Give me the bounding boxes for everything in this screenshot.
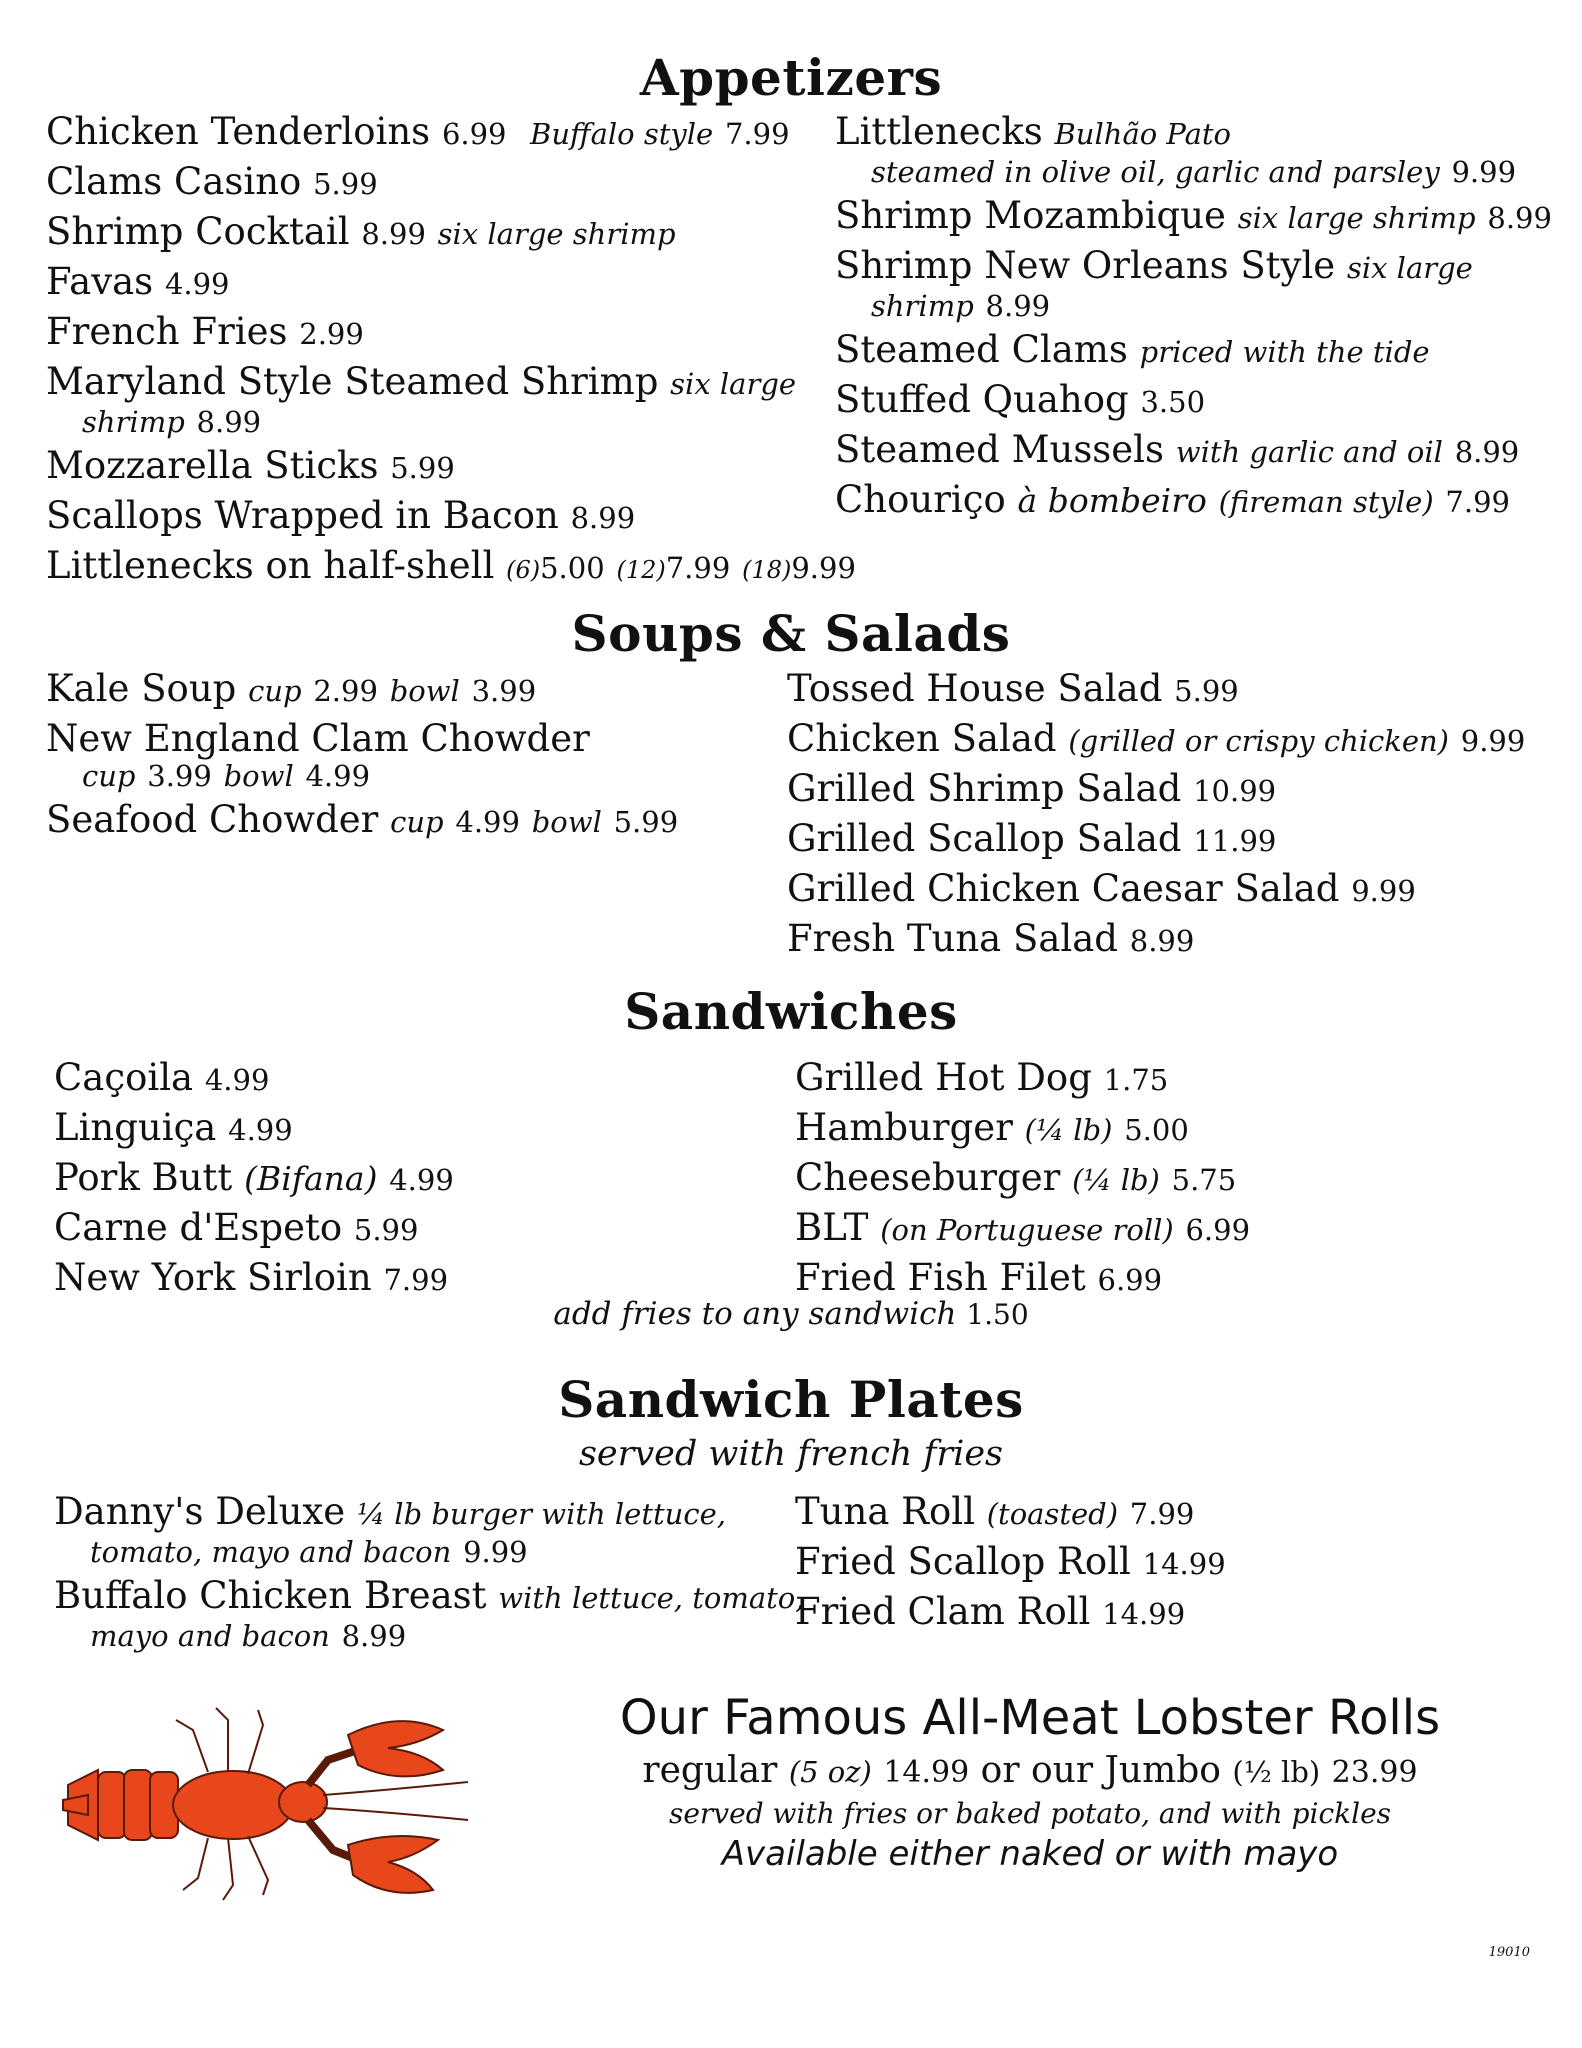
item-price: 4.99: [204, 1063, 270, 1097]
item-desc: six large shrimp: [437, 217, 676, 251]
item-name: Grilled Hot Dog: [795, 1056, 1092, 1099]
item-price: 1.75: [1103, 1063, 1169, 1097]
note-text: add fries to any sandwich: [553, 1296, 957, 1332]
menu-item: [787, 715, 1525, 765]
item-name: Pork Butt: [54, 1156, 233, 1199]
item-price: 5.00: [540, 551, 605, 585]
note-price: 1.50: [966, 1298, 1029, 1331]
item-name: Littlenecks on half-shell: [46, 544, 495, 587]
item-name: BLT: [795, 1206, 869, 1249]
lobster-rolls-block: [530, 1688, 1530, 1876]
item-desc: cup: [82, 759, 136, 793]
item-price: 6.99: [441, 117, 507, 151]
lobster-served-with: served with fries or baked potato, and with pickles: [668, 1797, 1392, 1830]
item-desc-cont: shrimp: [871, 289, 974, 323]
menu-item: [787, 665, 1525, 715]
sandwiches-heading: Sandwiches: [624, 982, 958, 1041]
item-price: 11.99: [1193, 824, 1277, 858]
sandwiches-left-column: [54, 1054, 454, 1304]
item-name: Grilled Shrimp Salad: [787, 767, 1182, 810]
item-desc: (¼ lb): [1072, 1163, 1160, 1197]
menu-item: [54, 1154, 454, 1204]
item-name: New York Sirloin: [54, 1256, 372, 1299]
menu-item: [795, 1054, 1250, 1104]
item-name: Tossed House Salad: [787, 667, 1163, 710]
menu-item: [46, 492, 856, 542]
item-price: 9.99: [1451, 155, 1517, 189]
jumbo-label: or our Jumbo: [980, 1750, 1221, 1791]
item-desc: ¼ lb burger with lettuce,: [356, 1497, 726, 1531]
item-name: Fried Clam Roll: [795, 1590, 1091, 1633]
item-price: 8.99: [1454, 435, 1520, 469]
item-name: Chouriço: [835, 478, 1006, 521]
item-desc-cont: steamed in olive oil, garlic and parsley: [871, 155, 1440, 189]
menu-item: [54, 1104, 454, 1154]
menu-item: [46, 442, 856, 492]
item-name: Littlenecks: [835, 110, 1043, 153]
menu-item: [795, 1104, 1250, 1154]
item-price: 4.99: [305, 759, 371, 793]
item-desc: (on Portuguese roll): [880, 1213, 1174, 1247]
lobster-rolls-prices: [530, 1748, 1530, 1796]
regular-size: (5 oz): [788, 1755, 872, 1789]
menu-item: [795, 1588, 1226, 1638]
item-name: Shrimp New Orleans Style: [835, 244, 1336, 287]
item-price: 8.99: [196, 405, 262, 439]
menu-item: [835, 476, 1552, 526]
item-name: Stuffed Quahog: [835, 378, 1129, 421]
item-name: Carne d'Espeto: [54, 1206, 343, 1249]
menu-item: [795, 1204, 1250, 1254]
item-continuation: [54, 1614, 804, 1656]
item-name: Shrimp Cocktail: [46, 210, 350, 253]
item-desc: bowl: [223, 759, 294, 793]
menu-item: [835, 192, 1552, 242]
item-price: 8.99: [985, 289, 1051, 323]
item-desc: cup: [248, 674, 302, 708]
item-name: Fried Fish Filet: [795, 1256, 1086, 1299]
item-option: (12): [616, 556, 666, 584]
menu-item: [46, 308, 856, 358]
item-desc: Bulhão Pato: [1054, 117, 1232, 151]
item-name: Fresh Tuna Salad: [787, 917, 1118, 960]
item-desc: bowl: [389, 674, 460, 708]
item-price: 5.00: [1124, 1113, 1189, 1147]
item-price: 8.99: [570, 501, 636, 535]
item-name: Caçoila: [54, 1056, 194, 1099]
item-price: 10.99: [1193, 774, 1277, 808]
item-desc: (Bifana): [244, 1159, 378, 1198]
item-price: 6.99: [1097, 1263, 1163, 1297]
item-continuation: [54, 1530, 804, 1572]
item-name: Steamed Clams: [835, 328, 1128, 371]
menu-item: [835, 426, 1552, 476]
menu-item: [835, 242, 1552, 326]
lobster-rolls-title: Our Famous All-Meat Lobster Rolls: [619, 1690, 1441, 1746]
item-price: 9.99: [463, 1535, 528, 1569]
menu-item: [46, 796, 678, 846]
appetizers-left-column: [46, 108, 856, 594]
item-name: Kale Soup: [46, 667, 237, 710]
item-price: 14.99: [1102, 1597, 1186, 1631]
item-desc-cont: mayo and bacon: [90, 1619, 330, 1653]
item-option: (6): [506, 556, 541, 584]
item-price: 8.99: [1129, 924, 1195, 958]
item-name: Hamburger: [795, 1106, 1013, 1149]
item-desc: six large: [670, 367, 797, 401]
item-price: 7.99: [1445, 485, 1510, 519]
menu-item: [787, 915, 1525, 965]
menu-item: [54, 1488, 804, 1572]
item-desc-cont: tomato, mayo and bacon: [90, 1535, 452, 1569]
item-price: 2.99: [299, 317, 364, 351]
item-price: 5.99: [1174, 674, 1239, 708]
menu-item: [787, 765, 1525, 815]
item-price: 4.99: [455, 805, 520, 839]
item-price: 9.99: [1460, 724, 1526, 758]
item-desc: (¼ lb): [1024, 1113, 1113, 1147]
item-name: Chicken Salad: [787, 717, 1057, 760]
item-price: 9.99: [791, 551, 856, 585]
menu-item: [787, 815, 1525, 865]
lobster-icon: [58, 1690, 478, 1920]
item-price: 9.99: [1351, 874, 1416, 908]
item-desc: with garlic and oil: [1175, 435, 1443, 469]
item-price: 5.99: [613, 805, 679, 839]
salads-right-column: [787, 665, 1525, 965]
sandwich-plates-heading: Sandwich Plates: [558, 1370, 1024, 1429]
item-name: Buffalo Chicken Breast: [54, 1574, 487, 1617]
appetizers-heading: Appetizers: [639, 48, 943, 107]
menu-item: [46, 542, 856, 594]
item-price: 8.99: [361, 217, 426, 251]
item-desc: priced with the tide: [1139, 335, 1430, 369]
item-price: 5.99: [313, 167, 378, 201]
sandwiches-right-column: [795, 1054, 1250, 1304]
item-name: Grilled Chicken Caesar Salad: [787, 867, 1340, 910]
item-price: 7.99: [665, 551, 731, 585]
menu-item: [46, 208, 856, 258]
item-option: (18): [742, 556, 792, 584]
item-name: Maryland Style Steamed Shrimp: [46, 360, 659, 403]
regular-price: 14.99: [883, 1755, 970, 1790]
item-desc: cup: [390, 805, 444, 839]
item-continuation: [46, 754, 678, 796]
item-desc-2: (fireman style): [1218, 485, 1434, 519]
soups-salads-heading: Soups & Salads: [571, 604, 1011, 663]
menu-item: [54, 1572, 804, 1656]
item-price: 3.50: [1140, 385, 1206, 419]
item-name: Grilled Scallop Salad: [787, 817, 1182, 860]
menu-item: [46, 715, 678, 796]
menu-item: [54, 1054, 454, 1104]
item-price: 3.99: [147, 759, 212, 793]
item-price: 7.99: [383, 1263, 449, 1297]
lobster-availability: Available either naked or with mayo: [721, 1834, 1339, 1874]
item-desc: (toasted): [986, 1497, 1119, 1531]
item-price: 7.99: [1129, 1497, 1195, 1531]
item-name: Shrimp Mozambique: [835, 194, 1226, 237]
item-name: Mozzarella Sticks: [46, 444, 379, 487]
menu-item: [835, 108, 1552, 192]
menu-item: [46, 108, 856, 158]
item-desc: with lettuce, tomato,: [498, 1581, 805, 1615]
item-desc: à bombeiro: [1017, 481, 1207, 520]
item-desc: Buffalo style: [530, 117, 714, 151]
item-name: Danny's Deluxe: [54, 1490, 346, 1533]
regular-label: regular: [642, 1750, 778, 1791]
item-continuation: [46, 400, 856, 442]
item-name: Favas: [46, 260, 154, 303]
item-desc: six large: [1346, 251, 1473, 285]
item-name: New England Clam Chowder: [46, 717, 590, 760]
item-name: Cheeseburger: [795, 1156, 1061, 1199]
item-name: Seafood Chowder: [46, 798, 379, 841]
item-price: 6.99: [1185, 1213, 1251, 1247]
item-continuation: [835, 150, 1552, 192]
sandwich-fries-note: [0, 1296, 1582, 1332]
item-price: 5.99: [353, 1213, 419, 1247]
item-name: Linguiça: [54, 1106, 217, 1149]
sandwich-plates-subtitle: served with french fries: [578, 1434, 1004, 1474]
item-desc: bowl: [531, 805, 602, 839]
item-price: 8.99: [1487, 201, 1552, 235]
menu-item: [46, 258, 856, 308]
item-price: 4.99: [164, 267, 230, 301]
item-name: Tuna Roll: [795, 1490, 975, 1533]
item-name: Steamed Mussels: [835, 428, 1165, 471]
menu-code: 19010: [1488, 1945, 1530, 1960]
menu-item: [46, 158, 856, 208]
item-desc: (grilled or crispy chicken): [1068, 724, 1449, 758]
jumbo-size: (½ lb): [1232, 1755, 1321, 1789]
item-price: 14.99: [1142, 1547, 1226, 1581]
menu-item: [46, 358, 856, 442]
soups-left-column: [46, 665, 678, 846]
item-price: 4.99: [389, 1163, 454, 1197]
item-price: 3.99: [471, 674, 537, 708]
menu-item: [795, 1154, 1250, 1204]
menu-item: [835, 376, 1552, 426]
item-price: 8.99: [341, 1619, 407, 1653]
appetizers-right-column: [835, 108, 1552, 526]
plates-left-column: [54, 1488, 804, 1656]
menu-item: [787, 865, 1525, 915]
item-price: 5.99: [390, 451, 455, 485]
item-desc: six large shrimp: [1237, 201, 1476, 235]
item-continuation: [835, 284, 1552, 326]
menu-item: [54, 1204, 454, 1254]
item-name: Scallops Wrapped in Bacon: [46, 494, 559, 537]
item-price: 2.99: [313, 674, 378, 708]
item-name: French Fries: [46, 310, 288, 353]
item-name: Chicken Tenderloins: [46, 110, 431, 153]
plates-right-column: [795, 1488, 1226, 1638]
item-price: 5.75: [1171, 1163, 1237, 1197]
item-name: Clams Casino: [46, 160, 302, 203]
item-price-2: 7.99: [724, 117, 790, 151]
jumbo-price: 23.99: [1331, 1755, 1418, 1790]
item-desc-cont: shrimp: [82, 405, 185, 439]
item-name: Fried Scallop Roll: [795, 1540, 1131, 1583]
menu-item: [795, 1538, 1226, 1588]
menu-item: [795, 1488, 1226, 1538]
menu-item: [46, 665, 678, 715]
item-price: 4.99: [228, 1113, 293, 1147]
menu-item: [835, 326, 1552, 376]
